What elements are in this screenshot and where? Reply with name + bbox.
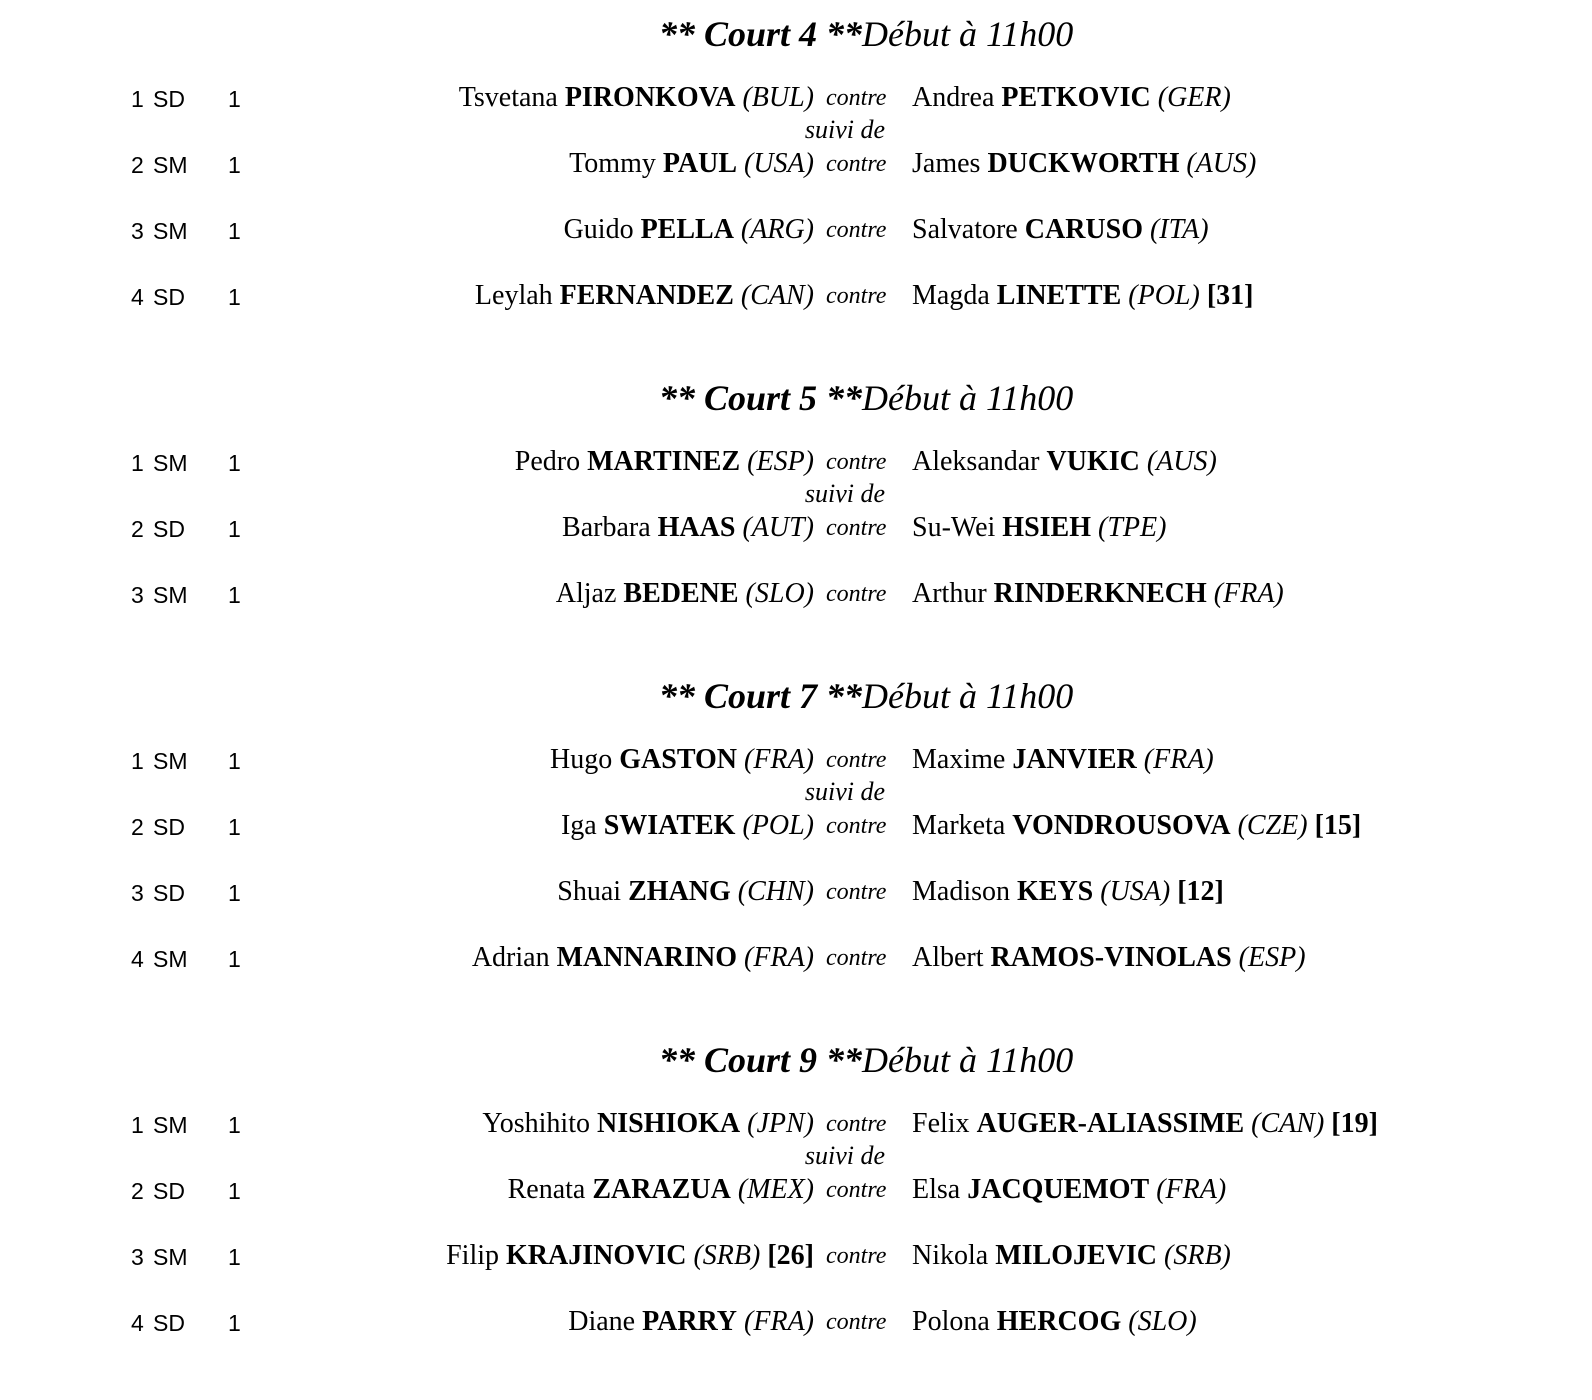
country: (USA) bbox=[744, 148, 814, 179]
match-round: 1 bbox=[228, 86, 241, 112]
match-row bbox=[0, 1305, 1592, 1339]
country: (FRA) bbox=[744, 1306, 814, 1337]
country: (BUL) bbox=[742, 82, 814, 113]
country: (POL) bbox=[742, 810, 814, 841]
versus-label: contre bbox=[826, 217, 887, 243]
last-name: RAMOS-VINOLAS bbox=[990, 942, 1232, 973]
match-round: 1 bbox=[228, 880, 241, 906]
match-row bbox=[0, 213, 1592, 247]
match-order: 1 bbox=[131, 748, 144, 774]
player-1 bbox=[475, 279, 814, 313]
player-1 bbox=[482, 1107, 814, 1141]
player-1 bbox=[561, 809, 814, 843]
player-1 bbox=[556, 577, 814, 611]
country: (TPE) bbox=[1098, 512, 1167, 543]
match-round: 1 bbox=[228, 582, 241, 608]
match-round: 1 bbox=[228, 218, 241, 244]
match-round: 1 bbox=[228, 1244, 241, 1270]
match-order: 1 bbox=[131, 86, 144, 112]
player-2 bbox=[912, 743, 1214, 777]
versus-label: contre bbox=[826, 1177, 887, 1203]
country: (FRA) bbox=[744, 942, 814, 973]
match-type: SM bbox=[153, 582, 188, 608]
last-name: ZHANG bbox=[628, 876, 731, 907]
match-order: 2 bbox=[131, 152, 144, 178]
last-name: ZARAZUA bbox=[592, 1174, 731, 1205]
last-name: DUCKWORTH bbox=[987, 148, 1180, 179]
player-1 bbox=[564, 213, 814, 247]
match-row bbox=[0, 743, 1592, 777]
last-name: MANNARINO bbox=[556, 942, 738, 973]
seed: [15] bbox=[1314, 810, 1362, 841]
versus-label: contre bbox=[826, 813, 887, 839]
country: (POL) bbox=[1128, 280, 1200, 311]
first-name: Filip bbox=[446, 1240, 500, 1271]
last-name: MARTINEZ bbox=[587, 446, 741, 477]
last-name: HAAS bbox=[657, 512, 736, 543]
first-name: Arthur bbox=[912, 578, 987, 609]
seed: [12] bbox=[1177, 876, 1224, 907]
player-1 bbox=[472, 941, 814, 975]
start-time: Début à 11h00 bbox=[862, 378, 1074, 418]
player-1 bbox=[459, 81, 814, 115]
match-row bbox=[0, 941, 1592, 975]
first-name: Diane bbox=[568, 1306, 636, 1337]
first-name: Marketa bbox=[912, 810, 1006, 841]
seed: [31] bbox=[1206, 280, 1254, 311]
match-row bbox=[0, 1107, 1592, 1141]
last-name: BEDENE bbox=[623, 578, 739, 609]
match-row bbox=[0, 147, 1592, 181]
player-1 bbox=[569, 147, 814, 181]
versus-label: contre bbox=[826, 581, 887, 607]
first-name: Barbara bbox=[562, 512, 651, 543]
match-row bbox=[0, 577, 1592, 611]
last-name: VUKIC bbox=[1046, 446, 1140, 477]
first-name: Tsvetana bbox=[458, 82, 558, 113]
match-order: 1 bbox=[131, 450, 144, 476]
first-name: Salvatore bbox=[912, 214, 1018, 245]
first-name: Iga bbox=[560, 810, 597, 841]
court-title: ** Court 4 ** bbox=[658, 14, 862, 54]
first-name: Polona bbox=[912, 1306, 990, 1337]
match-type: SM bbox=[153, 748, 188, 774]
match-round: 1 bbox=[228, 450, 241, 476]
player-2 bbox=[912, 511, 1166, 545]
versus-label: contre bbox=[826, 1111, 887, 1137]
country: (USA) bbox=[1100, 876, 1171, 907]
player-1 bbox=[446, 1239, 814, 1273]
seed: [19] bbox=[1331, 1108, 1378, 1139]
versus-label: contre bbox=[826, 945, 887, 971]
player-2 bbox=[912, 1239, 1231, 1273]
versus-label: contre bbox=[826, 879, 887, 905]
match-order: 3 bbox=[131, 218, 144, 244]
match-order: 4 bbox=[131, 284, 144, 310]
country: (SLO) bbox=[1128, 1306, 1197, 1337]
last-name: PAUL bbox=[662, 148, 738, 179]
match-type: SM bbox=[153, 218, 188, 244]
country: (ITA) bbox=[1149, 214, 1209, 245]
match-round: 1 bbox=[228, 284, 241, 310]
match-type: SM bbox=[153, 450, 188, 476]
player-1 bbox=[568, 1305, 814, 1339]
country: (SLO) bbox=[745, 578, 814, 609]
country: (CHN) bbox=[737, 876, 814, 907]
match-type: SD bbox=[153, 880, 185, 906]
match-round: 1 bbox=[228, 1178, 241, 1204]
first-name: Aleksandar bbox=[912, 446, 1040, 477]
match-type: SD bbox=[153, 284, 185, 310]
first-name: Maxime bbox=[912, 744, 1006, 775]
country: (AUT) bbox=[742, 512, 814, 543]
versus-label: contre bbox=[826, 1243, 887, 1269]
match-row bbox=[0, 511, 1592, 545]
match-type: SD bbox=[153, 814, 185, 840]
last-name: GASTON bbox=[619, 744, 738, 775]
match-type: SM bbox=[153, 1244, 188, 1270]
match-order: 2 bbox=[131, 516, 144, 542]
player-1 bbox=[550, 743, 814, 777]
country: (CAN) bbox=[1251, 1108, 1325, 1139]
country: (FRA) bbox=[744, 744, 814, 775]
match-row bbox=[0, 1173, 1592, 1207]
country: (AUS) bbox=[1146, 446, 1217, 477]
first-name: Elsa bbox=[912, 1174, 961, 1205]
match-type: SM bbox=[153, 152, 188, 178]
last-name: HSIEH bbox=[1002, 512, 1091, 543]
player-1 bbox=[557, 875, 814, 909]
seed: [26] bbox=[767, 1240, 814, 1271]
versus-label: contre bbox=[826, 85, 887, 111]
first-name: Felix bbox=[912, 1108, 970, 1139]
match-order: 2 bbox=[131, 1178, 144, 1204]
last-name: SWIATEK bbox=[603, 810, 736, 841]
first-name: Guido bbox=[563, 214, 634, 245]
first-name: Adrian bbox=[471, 942, 550, 973]
country: (ESP) bbox=[747, 446, 814, 477]
match-order: 3 bbox=[131, 1244, 144, 1270]
last-name: JANVIER bbox=[1012, 744, 1137, 775]
versus-label: contre bbox=[826, 747, 887, 773]
match-order: 4 bbox=[131, 1310, 144, 1336]
player-1 bbox=[515, 445, 814, 479]
start-time: Début à 11h00 bbox=[862, 14, 1074, 54]
player-2 bbox=[912, 147, 1256, 181]
country: (JPN) bbox=[747, 1108, 814, 1139]
court-title: ** Court 7 ** bbox=[658, 676, 862, 716]
player-2 bbox=[912, 1173, 1226, 1207]
match-order: 4 bbox=[131, 946, 144, 972]
last-name: RINDERKNECH bbox=[993, 578, 1207, 609]
versus-label: contre bbox=[826, 515, 887, 541]
country: (SRB) bbox=[693, 1240, 761, 1271]
followed-by-label: suivi de bbox=[804, 115, 886, 144]
first-name: Hugo bbox=[550, 744, 613, 775]
match-row bbox=[0, 809, 1592, 843]
last-name: PETKOVIC bbox=[1001, 82, 1151, 113]
match-round: 1 bbox=[228, 1310, 241, 1336]
first-name: Aljaz bbox=[555, 578, 617, 609]
match-order: 3 bbox=[131, 880, 144, 906]
country: (GER) bbox=[1157, 82, 1231, 113]
match-row bbox=[0, 81, 1592, 115]
match-round: 1 bbox=[228, 1112, 241, 1138]
versus-label: contre bbox=[826, 1309, 887, 1335]
player-2 bbox=[912, 279, 1253, 313]
player-1 bbox=[562, 511, 814, 545]
last-name: MILOJEVIC bbox=[995, 1240, 1158, 1271]
first-name: Yoshihito bbox=[482, 1108, 590, 1139]
match-type: SD bbox=[153, 86, 185, 112]
match-order: 2 bbox=[131, 814, 144, 840]
versus-label: contre bbox=[826, 449, 887, 475]
first-name: Su-Wei bbox=[912, 512, 996, 543]
versus-label: contre bbox=[826, 151, 887, 177]
followed-by-label: suivi de bbox=[804, 777, 886, 806]
last-name: FERNANDEZ bbox=[559, 280, 734, 311]
match-row bbox=[0, 445, 1592, 479]
match-type: SM bbox=[153, 1112, 188, 1138]
country: (FRA) bbox=[1156, 1174, 1227, 1205]
last-name: HERCOG bbox=[996, 1306, 1122, 1337]
player-2 bbox=[912, 577, 1284, 611]
match-type: SM bbox=[153, 946, 188, 972]
player-2 bbox=[912, 941, 1306, 975]
first-name: Magda bbox=[912, 280, 990, 311]
last-name: VONDROUSOVA bbox=[1012, 810, 1231, 841]
last-name: KEYS bbox=[1017, 876, 1094, 907]
last-name: CARUSO bbox=[1024, 214, 1143, 245]
match-round: 1 bbox=[228, 748, 241, 774]
country: (FRA) bbox=[1143, 744, 1214, 775]
player-2 bbox=[912, 445, 1217, 479]
first-name: Andrea bbox=[912, 82, 995, 113]
match-row bbox=[0, 279, 1592, 313]
match-round: 1 bbox=[228, 152, 241, 178]
match-round: 1 bbox=[228, 516, 241, 542]
first-name: Shuai bbox=[557, 876, 622, 907]
country: (MEX) bbox=[737, 1174, 814, 1205]
match-round: 1 bbox=[228, 946, 241, 972]
match-order: 3 bbox=[131, 582, 144, 608]
match-row bbox=[0, 875, 1592, 909]
first-name: Madison bbox=[912, 876, 1010, 907]
country: (CAN) bbox=[740, 280, 814, 311]
last-name: PIRONKOVA bbox=[564, 82, 736, 113]
player-2 bbox=[912, 875, 1224, 909]
last-name: LINETTE bbox=[996, 280, 1122, 311]
country: (SRB) bbox=[1164, 1240, 1231, 1271]
first-name: Leylah bbox=[474, 280, 553, 311]
country: (FRA) bbox=[1213, 578, 1284, 609]
player-2 bbox=[912, 81, 1231, 115]
start-time: Début à 11h00 bbox=[862, 1040, 1074, 1080]
match-type: SD bbox=[153, 1178, 185, 1204]
first-name: Tommy bbox=[569, 148, 656, 179]
last-name: PELLA bbox=[640, 214, 734, 245]
player-2 bbox=[912, 809, 1361, 843]
last-name: NISHIOKA bbox=[596, 1108, 741, 1139]
first-name: Nikola bbox=[912, 1240, 989, 1271]
followed-by-label: suivi de bbox=[804, 1141, 886, 1170]
country: (ESP) bbox=[1238, 942, 1306, 973]
court-title: ** Court 5 ** bbox=[658, 378, 862, 418]
first-name: Albert bbox=[912, 942, 984, 973]
versus-label: contre bbox=[826, 283, 887, 309]
player-1 bbox=[508, 1173, 814, 1207]
match-round: 1 bbox=[228, 814, 241, 840]
last-name: AUGER-ALIASSIME bbox=[976, 1108, 1245, 1139]
match-type: SD bbox=[153, 516, 185, 542]
player-2 bbox=[912, 1305, 1197, 1339]
last-name: PARRY bbox=[642, 1306, 738, 1337]
court-title: ** Court 9 ** bbox=[658, 1040, 862, 1080]
last-name: KRAJINOVIC bbox=[506, 1240, 687, 1271]
country: (CZE) bbox=[1237, 810, 1308, 841]
first-name: Renata bbox=[507, 1174, 586, 1205]
player-2 bbox=[912, 1107, 1378, 1141]
match-row bbox=[0, 1239, 1592, 1273]
first-name: James bbox=[912, 148, 981, 179]
country: (AUS) bbox=[1186, 148, 1257, 179]
start-time: Début à 11h00 bbox=[862, 676, 1074, 716]
followed-by-label: suivi de bbox=[804, 479, 886, 508]
last-name: JACQUEMOT bbox=[967, 1174, 1150, 1205]
player-2 bbox=[912, 213, 1209, 247]
first-name: Pedro bbox=[514, 446, 581, 477]
match-order: 1 bbox=[131, 1112, 144, 1138]
match-type: SD bbox=[153, 1310, 185, 1336]
country: (ARG) bbox=[740, 214, 814, 245]
